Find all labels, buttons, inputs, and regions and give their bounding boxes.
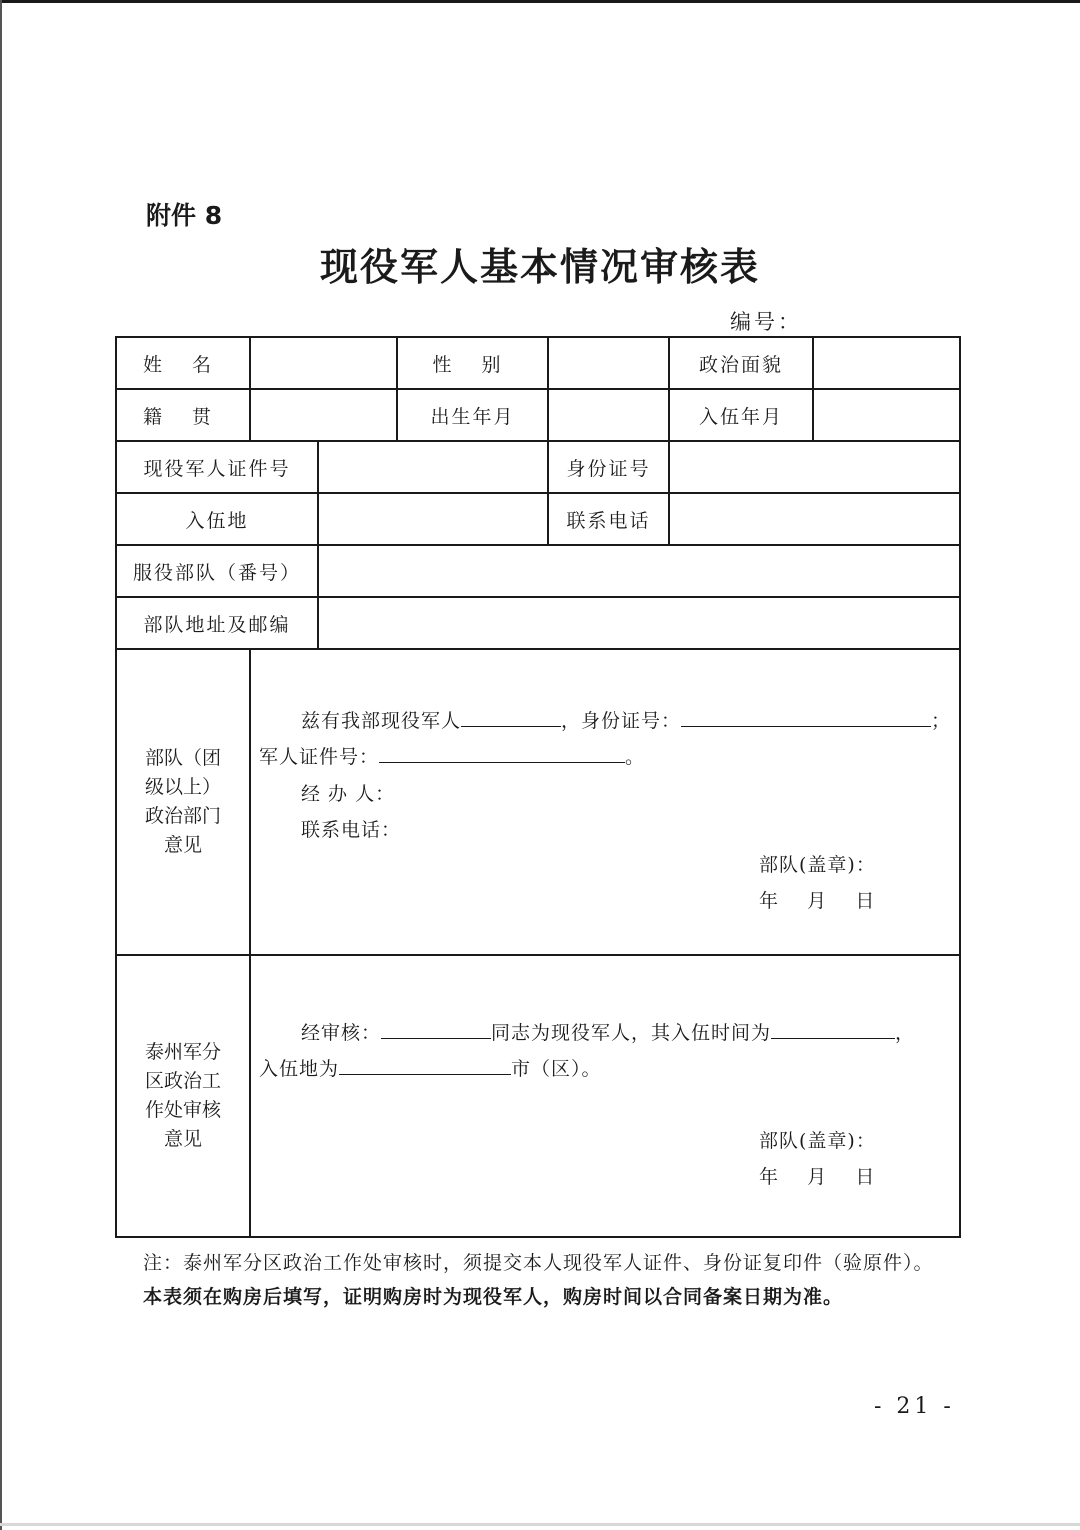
table-row	[116, 955, 960, 1237]
phone-field[interactable]	[669, 493, 960, 545]
soldier-name-blank[interactable]	[461, 708, 561, 727]
unit-opinion-content	[250, 649, 960, 955]
name-field[interactable]	[250, 337, 397, 389]
table-row	[116, 493, 960, 545]
date-line: 年 月 日	[759, 890, 876, 912]
page-number: - 21 -	[874, 1394, 955, 1419]
review-line-1	[301, 1018, 915, 1045]
table-row	[116, 441, 960, 493]
table-row	[116, 545, 960, 597]
label-line: 政治部门	[144, 805, 221, 827]
handler-line: 经 办 人：	[301, 783, 396, 805]
label-line: 意见	[163, 834, 202, 856]
scan-border-left	[0, 0, 2, 1530]
id-card-label: 身份证号	[548, 441, 669, 493]
unit-label: 服役部队（番号）	[116, 545, 318, 597]
native-place-field[interactable]	[250, 389, 397, 441]
id-card-field[interactable]	[669, 441, 960, 493]
native-place-label: 籍 贯	[116, 389, 250, 441]
serial-number-label: 编号：	[730, 310, 802, 334]
label-line: 泰州军分	[144, 1041, 221, 1063]
unit-opinion-label	[116, 649, 250, 955]
district-opinion-label	[116, 955, 250, 1237]
review-text: 经审核：	[301, 1022, 382, 1044]
name-label: 姓 名	[116, 337, 250, 389]
footnote-plain: 注：泰州军分区政治工作处审核时，须提交本人现役军人证件、身份证复印件（验原件）。	[143, 1252, 934, 1274]
enlist-place-blank[interactable]	[339, 1056, 511, 1075]
label-line: 级以上）	[144, 776, 221, 798]
table-row	[116, 389, 960, 441]
enlist-time-blank[interactable]	[771, 1020, 895, 1039]
review-text: 入伍地为	[259, 1058, 340, 1080]
opinion-text: 。	[625, 746, 646, 768]
birth-date-label: 出生年月	[397, 389, 548, 441]
opinion-text: 兹有我部现役军人	[301, 710, 462, 732]
contact-phone-line: 联系电话：	[301, 819, 402, 841]
table-row	[116, 649, 960, 955]
label-line: 部队（团	[144, 747, 221, 769]
enlist-date-label: 入伍年月	[669, 389, 813, 441]
unit-field[interactable]	[318, 545, 960, 597]
district-opinion-content	[250, 955, 960, 1237]
birth-date-field[interactable]	[548, 389, 669, 441]
scan-border-bottom	[0, 1523, 1080, 1526]
phone-label: 联系电话	[548, 493, 669, 545]
id-number-blank[interactable]	[681, 708, 931, 727]
gender-field[interactable]	[548, 337, 669, 389]
unit-address-label: 部队地址及邮编	[116, 597, 318, 649]
page-title: 现役军人基本情况审核表	[319, 244, 760, 289]
reviewed-name-blank[interactable]	[381, 1020, 491, 1039]
opinion-text: 军人证件号：	[259, 746, 380, 768]
political-status-label: 政治面貌	[669, 337, 813, 389]
opinion-text: ，身份证号：	[561, 710, 682, 732]
label-line: 作处审核	[144, 1099, 221, 1121]
opinion-line-2	[259, 742, 645, 769]
review-text: 同志为现役军人，其入伍时间为	[491, 1022, 772, 1044]
military-id-field[interactable]	[318, 441, 548, 493]
enlist-place-field[interactable]	[318, 493, 548, 545]
label-line: 区政治工	[144, 1070, 221, 1092]
review-text: ，	[895, 1022, 916, 1044]
audit-form-grid	[115, 336, 961, 1238]
opinion-text: ；	[931, 710, 952, 732]
table-row	[116, 337, 960, 389]
scan-border-top	[0, 0, 1080, 3]
military-id-label: 现役军人证件号	[116, 441, 318, 493]
unit-address-field[interactable]	[318, 597, 960, 649]
date-line: 年 月 日	[759, 1166, 876, 1188]
enlist-place-label: 入伍地	[116, 493, 318, 545]
footnote	[143, 1246, 953, 1314]
review-text: 市（区）。	[511, 1058, 602, 1080]
stamp-line: 部队(盖章)：	[759, 854, 876, 876]
table-row	[116, 597, 960, 649]
attachment-label: 附件 8	[146, 201, 223, 230]
stamp-line: 部队(盖章)：	[759, 1130, 876, 1152]
political-status-field[interactable]	[813, 337, 960, 389]
military-id-blank[interactable]	[379, 744, 625, 763]
review-line-2	[259, 1054, 602, 1081]
gender-label: 性 别	[397, 337, 548, 389]
enlist-date-field[interactable]	[813, 389, 960, 441]
label-line: 意见	[163, 1128, 202, 1150]
opinion-line-1	[301, 706, 951, 733]
footnote-bold: 本表须在购房后填写，证明购房时为现役军人，购房时间以合同备案日期为准。	[143, 1286, 844, 1308]
